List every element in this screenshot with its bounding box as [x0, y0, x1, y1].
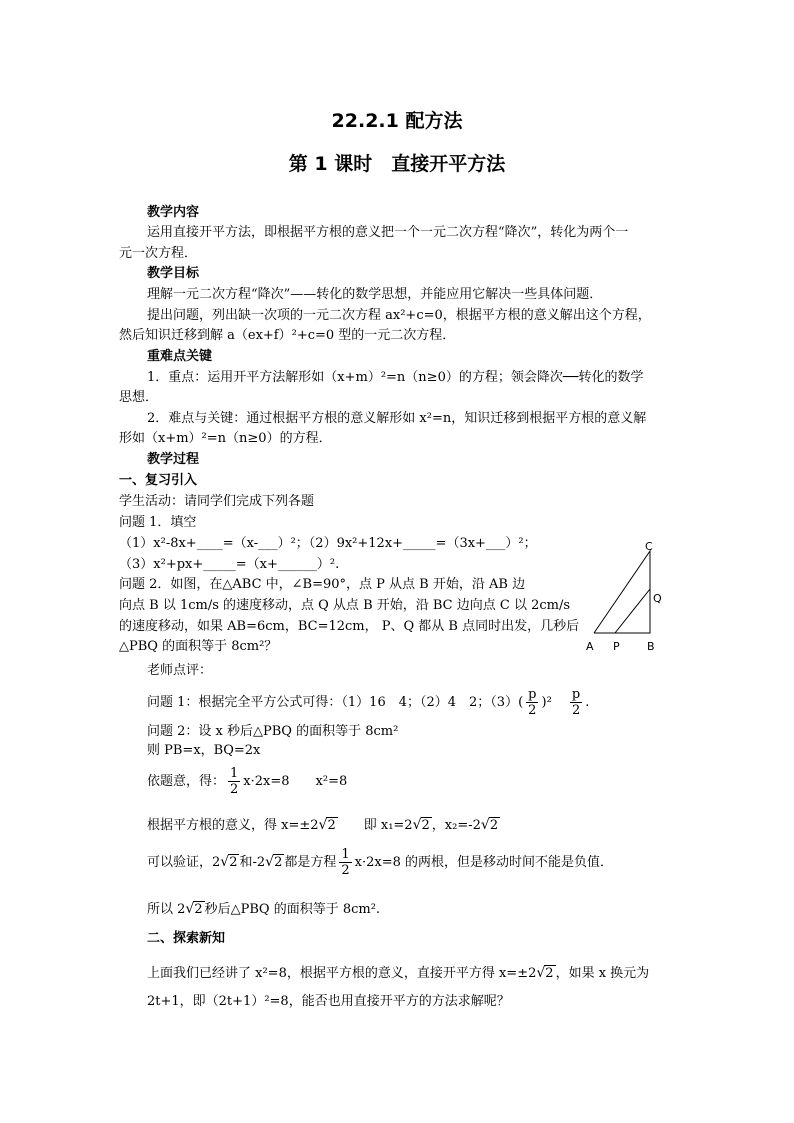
section-heading-process: 教学过程 — [147, 452, 200, 467]
paragraph-line: 提出问题，列出缺一次项的一元二次方程 ax²+c=0，根据平方根的意义解出这个方程， — [147, 308, 651, 323]
paragraph-line: 然后知识迁移到解 a（ex+f）²+c=0 型的一元二次方程． — [119, 328, 456, 343]
paragraph-line: 元一次方程． — [119, 246, 198, 261]
answer-2-line: 则 PB=x，BQ=2x — [147, 743, 261, 758]
answer-1-line: 问题 1：根据完全平方公式可得：（1）16 4；（2）4 2；（3）( $\frac{p}{2}$ )² $\frac{p}{2}$ . — [147, 687, 590, 718]
section-heading-key: 重难点关键 — [147, 349, 213, 364]
page-title: 22.2.1 配方法 — [331, 110, 463, 132]
triangle-figure — [585, 538, 675, 656]
point-p-label: P — [613, 640, 620, 653]
paragraph-line: 运用直接开平方法，即根据平方根的意义把一个一元二次方程“降次”，转化为两个一 — [147, 225, 629, 240]
point-q-label: Q — [653, 592, 662, 605]
vertex-b-label: B — [647, 640, 655, 653]
vertex-a-label: A — [586, 640, 594, 653]
section-heading-content: 教学内容 — [147, 205, 200, 220]
answer-1-text: 问题 1：根据完全平方公式可得：（1）16 4；（2）4 2；（3）( — [147, 695, 524, 710]
answer-2-verify-line: 可以验证，2√2 和-2√2 都是方程 $\frac{1}{2}$ x·2x=8 的两根，但是移动时间不能是负值． — [147, 847, 614, 878]
fraction-p-over-2: $\frac{p}{2}$ — [528, 687, 537, 718]
paragraph-line: 上面我们已经讲了 x²=8，根据平方根的意义，直接开平方得 x=±2√2 ，如果 x 换元为 — [147, 965, 650, 981]
subsection-heading-review: 一、复习引入 — [119, 473, 198, 488]
paragraph-line: △PBQ 的面积等于 8cm²？ — [119, 639, 278, 654]
page-subtitle: 第 1 课时 直接开平方法 — [288, 153, 506, 175]
paragraph-line: 问题 2．如图，在△ABC 中，∠B=90°，点 P 从点 B 开始，沿 AB 边 — [119, 577, 526, 592]
paragraph-line: 1．重点：运用开平方法解形如（x+m）²=n（n≥0）的方程；领会降次──转化的数学 — [147, 370, 644, 385]
paragraph-line: 形如（x+m）²=n（n≥0）的方程． — [119, 431, 332, 446]
section-heading-goal: 教学目标 — [147, 266, 200, 281]
answer-2-line: 问题 2：设 x 秒后△PBQ 的面积等于 8cm² — [147, 724, 399, 739]
paragraph-line: 2t+1，即（2t+1）²=8，能否也用直接开平方的方法求解呢？ — [147, 994, 510, 1009]
vertex-c-label: C — [645, 540, 653, 553]
subsection-heading-explore: 二、探索新知 — [147, 931, 226, 946]
fraction-one-half: $\frac{1}{2}$ — [230, 766, 239, 797]
fill-blank-line: （1）x²-8x+____=（x-___）²；（2）9x²+12x+_____=（3x+___）²； — [119, 536, 537, 551]
teacher-comment-label: 老师点评： — [147, 663, 213, 678]
paragraph-line: 学生活动：请同学们完成下列各题 — [119, 494, 315, 509]
paragraph-line: 问题 1．填空 — [119, 515, 197, 530]
paragraph-line: 的速度移动，如果 AB=6cm，BC=12cm， P、Q 都从 B 点同时出发，几秒后 — [119, 619, 580, 634]
fill-blank-line: （3）x²+px+_____=（x+______）². — [119, 557, 340, 572]
paragraph-line: 2．难点与关键：通过根据平方根的意义解形如 x²=n，知识迁移到根据平方根的意义解 — [147, 411, 647, 426]
paragraph-line: 理解一元二次方程“降次”——转化的数学思想，并能应用它解决一些具体问题． — [147, 287, 603, 302]
paragraph-line: 向点 B 以 1cm/s 的速度移动，点 Q 从点 B 开始，沿 BC 边向点 C 以 2cm/s — [119, 598, 571, 613]
fraction-one-half: $\frac{1}{2}$ — [341, 847, 350, 878]
fraction-p-over-2: $\frac{p}{2}$ — [571, 687, 581, 718]
answer-2-equation-line: 依题意，得： $\frac{1}{2}$ x·2x=8 x²=8 — [147, 766, 348, 797]
paragraph-line: 思想． — [119, 390, 159, 405]
answer-2-root-line: 根据平方根的意义，得 x=±2√2 即 x₁=2√2 ，x₂=-2√2 — [147, 817, 499, 833]
answer-2-conclusion-line: 所以 2√2 秒后△PBQ 的面积等于 8cm². — [147, 901, 381, 917]
